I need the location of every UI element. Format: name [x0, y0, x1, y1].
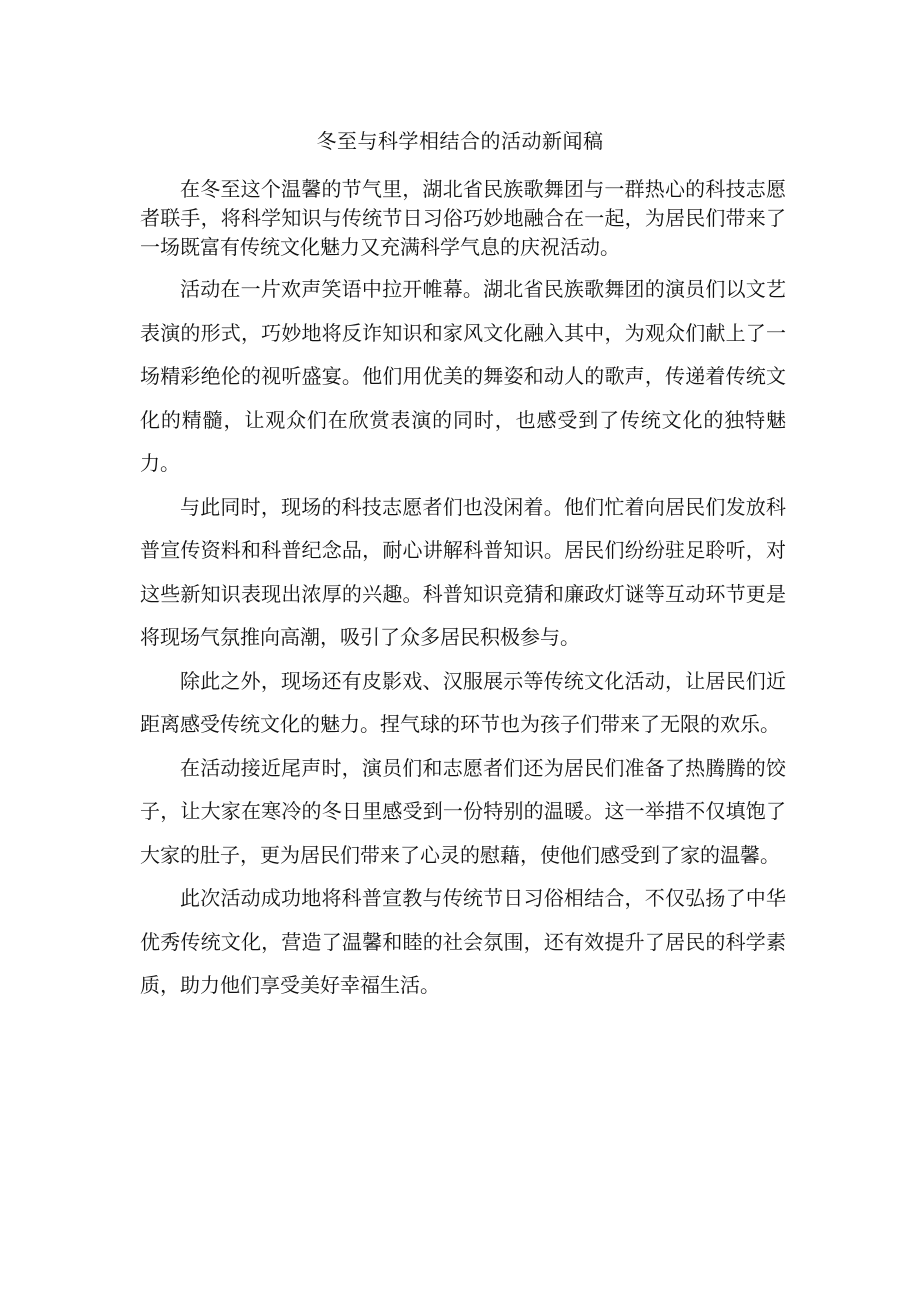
body-paragraph: 此次活动成功地将科普宣教与传统节日习俗相结合，不仅弘扬了中华优秀传统文化，营造了温馨和睦的社会氛围，还有效提升了居民的科学素质，助力他们享受美好幸福生活。: [140, 886, 786, 997]
intro-paragraph: 在冬至这个温馨的节气里，湖北省民族歌舞团与一群热心的科技志愿者联手，将科学知识与传统节日习俗巧妙地融合在一起，为居民们带来了一场既富有传统文化魅力又充满科学气息的庆祝活动。: [140, 177, 786, 259]
document-title: 冬至与科学相结合的活动新闻稿: [316, 129, 604, 153]
body-paragraph: 活动在一片欢声笑语中拉开帷幕。湖北省民族歌舞团的演员们以文艺表演的形式，巧妙地将反诈知识和家风文化融入其中，为观众们献上了一场精彩绝伦的视听盛宴。他们用优美的舞姿和动人的歌声，传递着传统文化的精髓，让观众们在欣赏表演的同时，也感受到了传统文化的独特魅力。: [140, 277, 786, 475]
body-paragraph: 与此同时，现场的科技志愿者们也没闲着。他们忙着向居民们发放科普宣传资料和科普纪念品，耐心讲解科普知识。居民们纷纷驻足聆听，对这些新知识表现出浓厚的兴趣。科普知识竞猜和廉政灯谜等互动环节更是将现场气氛推向高潮，吸引了众多居民积极参与。: [140, 494, 786, 649]
body-paragraph: 在活动接近尾声时，演员们和志愿者们还为居民们准备了热腾腾的饺子，让大家在寒冷的冬日里感受到一份特别的温暖。这一举措不仅填饱了大家的肚子，更为居民们带来了心灵的慰藉，使他们感受到了家的温馨。: [140, 755, 786, 867]
article-body: [140, 268, 786, 1008]
body-paragraph: 除此之外，现场还有皮影戏、汉服展示等传统文化活动，让居民们近距离感受传统文化的魅力。捏气球的环节也为孩子们带来了无限的欢乐。: [140, 668, 786, 736]
